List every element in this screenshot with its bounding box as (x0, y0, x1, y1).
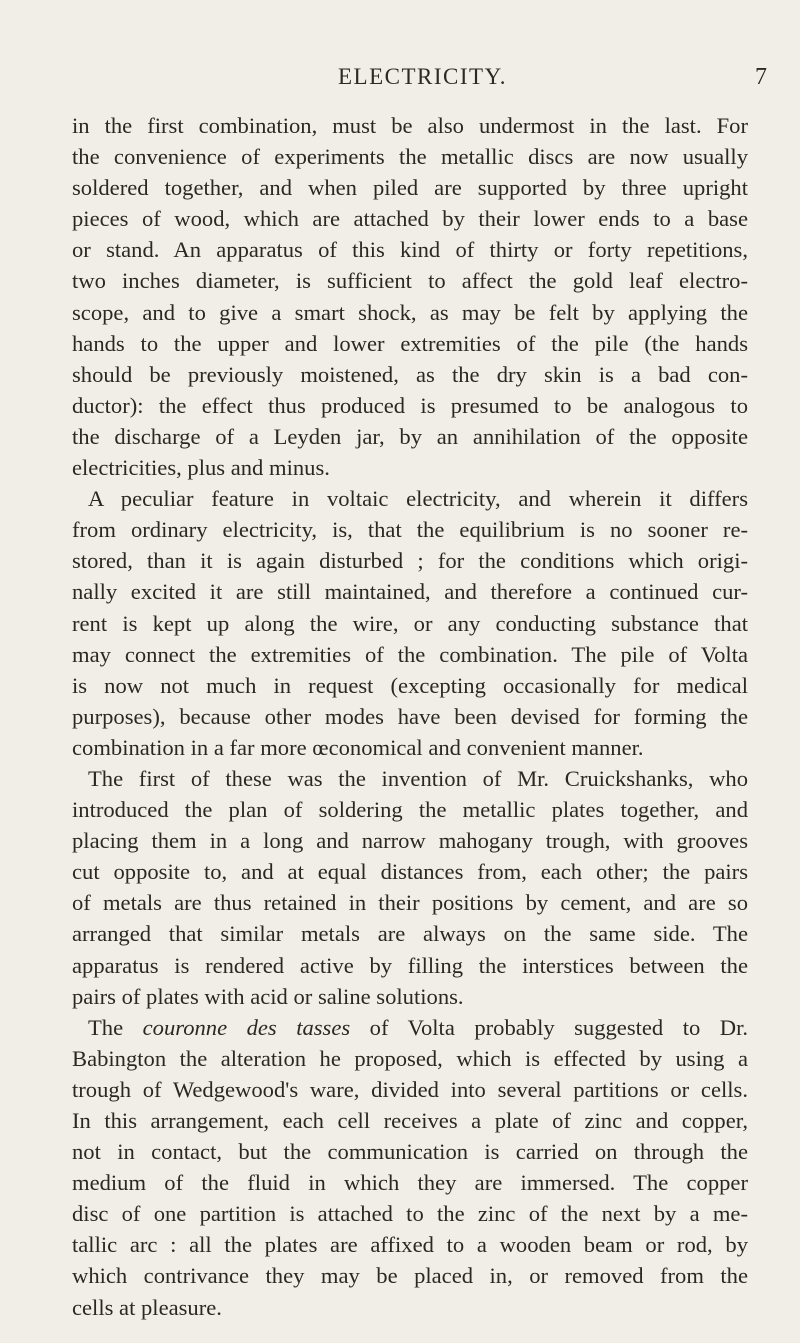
page-number: 7 (755, 64, 767, 90)
text-line: or stand. An apparatus of this kind of thirty or forty repetitions, (72, 237, 748, 263)
text-line: cut opposite to, and at equal distances from, each other; the pairs (72, 859, 748, 885)
text-line: nally excited it are still maintained, and therefore a continued cur- (72, 579, 748, 605)
text-line: pieces of wood, which are attached by their lower ends to a base (72, 206, 748, 232)
text-line: pairs of plates with acid or saline solutions. (72, 983, 464, 1009)
paragraph (72, 1012, 748, 1323)
text-line: two inches diameter, is sufficient to affect the gold leaf electro- (72, 268, 748, 294)
text-line: not in contact, but the communication is carried on through the (72, 1139, 748, 1165)
text-line: A peculiar feature in voltaic electricity, and wherein it differs (88, 486, 748, 512)
text-line: the discharge of a Leyden jar, by an annihilation of the opposite (72, 423, 748, 449)
text-line: hands to the upper and lower extremities of the pile (the hands (72, 330, 748, 356)
text-line: The first of these was the invention of Mr. Cruickshanks, who (88, 765, 748, 791)
text-line: In this arrangement, each cell receives a plate of zinc and copper, (72, 1108, 748, 1133)
text-line: of metals are thus retained in their positions by cement, and are so (72, 890, 748, 916)
text-run: of Volta probably suggested to Dr. (369, 1014, 748, 1040)
text-line: Babington the alteration he proposed, which is effected by using a (72, 1045, 748, 1071)
text-line: is now not much in request (excepting occasionally for medical (72, 672, 748, 698)
text-line: arranged that similar metals are always on the same side. The (72, 921, 748, 947)
text-line: apparatus is rendered active by filling the interstices between the (72, 952, 748, 978)
text-line: placing them in a long and narrow mahogany trough, with grooves (72, 828, 748, 854)
paragraph (72, 110, 748, 483)
italic-phrase: couronne des tasses (142, 1014, 351, 1040)
paragraph (72, 763, 748, 1012)
text-line: ductor): the effect thus produced is presumed to be analogous to (72, 392, 748, 418)
running-head (0, 60, 800, 94)
text-line: scope, and to give a smart shock, as may be felt by applying the (72, 299, 748, 325)
text-line: may connect the extremities of the combination. The pile of Volta (72, 641, 748, 667)
text-line: soldered together, and when piled are supported by three upright (72, 175, 748, 201)
text-line: the convenience of experiments the metallic discs are now usually (72, 144, 748, 170)
text-line: disc of one partition is attached to the zinc of the next by a me- (72, 1201, 748, 1227)
paragraph (72, 483, 748, 763)
text-line (72, 1012, 748, 1043)
text-line: stored, than it is again disturbed ; for the conditions which origi- (72, 548, 748, 574)
text-line: introduced the plan of soldering the metallic plates together, and (72, 797, 748, 823)
text-line: should be previously moistened, as the dry skin is a bad con- (72, 361, 748, 387)
running-title: ELECTRICITY. (338, 64, 507, 89)
text-line: which contrivance they may be placed in, or removed from the (72, 1263, 748, 1289)
text-line: in the first combination, must be also undermost in the last. For (72, 113, 748, 138)
text-line: electricities, plus and minus. (72, 455, 330, 481)
page-body (72, 110, 748, 1323)
text-line: medium of the fluid in which they are immersed. The copper (72, 1170, 748, 1196)
text-line: tallic arc : all the plates are affixed to a wooden beam or rod, by (72, 1232, 748, 1258)
text-line: from ordinary electricity, is, that the equilibrium is no sooner re- (72, 517, 748, 543)
text-run: The (88, 1014, 124, 1040)
text-line: trough of Wedgewood's ware, divided into several partitions or cells. (72, 1076, 748, 1102)
text-line: purposes), because other modes have been devised for forming the (72, 703, 748, 729)
text-line: combination in a far more œconomical and convenient manner. (72, 734, 644, 760)
text-line: rent is kept up along the wire, or any conducting substance that (72, 610, 748, 636)
text-line: cells at pleasure. (72, 1294, 222, 1320)
